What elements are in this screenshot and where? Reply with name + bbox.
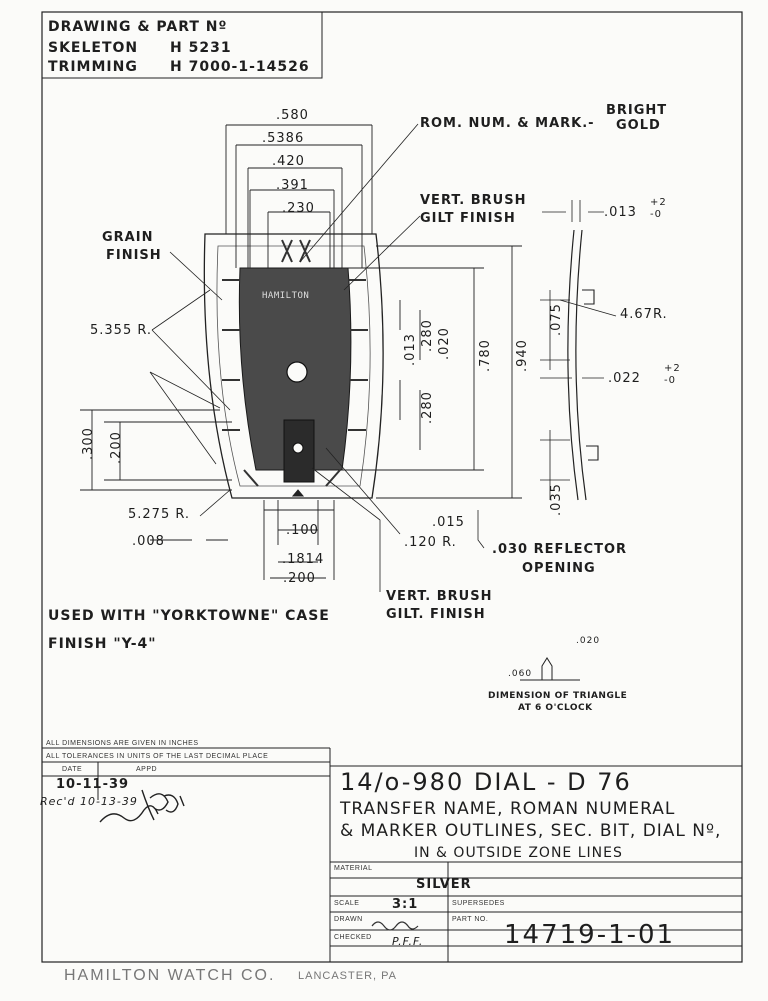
date-label: DATE — [62, 766, 83, 773]
dim-420: .420 — [272, 154, 305, 169]
company-city: LANCASTER, PA — [298, 970, 397, 982]
dim-075: .075 — [549, 303, 564, 336]
radius-5275: 5.275 R. — [128, 507, 191, 522]
dim-020-vert: .020 — [437, 327, 452, 360]
tol-minus-0b: -0 — [664, 375, 676, 386]
trimming-value: H 7000-1-14526 — [170, 59, 310, 75]
material-label: MATERIAL — [334, 865, 373, 872]
description-line-1: TRANSFER NAME, ROMAN NUMERAL — [340, 799, 676, 819]
triangle-note-1: DIMENSION OF TRIANGLE — [488, 691, 628, 701]
triangle-dim-060: .060 — [508, 669, 533, 679]
dim-780: .780 — [478, 339, 493, 372]
company-name: HAMILTON WATCH CO. — [64, 967, 276, 984]
radius-120: .120 R. — [404, 535, 457, 550]
vert-brush-1b: GILT FINISH — [420, 211, 516, 226]
skeleton-value: H 5231 — [170, 40, 232, 56]
material-value: SILVER — [416, 877, 472, 892]
drawn-label: DRAWN — [334, 916, 363, 923]
dim-230: .230 — [282, 201, 315, 216]
triangle-dim-020: .020 — [576, 636, 601, 646]
vert-brush-2a: VERT. BRUSH — [386, 589, 493, 604]
scale-value: 3:1 — [392, 897, 419, 912]
all-tol-note: ALL TOLERANCES IN UNITS OF THE LAST DECIMAL PLACE — [46, 753, 269, 760]
dim-100: .100 — [286, 523, 319, 538]
description-line-2: & MARKER OUTLINES, SEC. BIT, DIAL Nº, — [340, 821, 722, 841]
dim-013-profile: .013 — [604, 205, 637, 220]
tol-minus-0a: -0 — [650, 209, 662, 220]
finish-note: FINISH "Y-4" — [48, 636, 157, 652]
date-value: 10-11-39 — [56, 777, 130, 792]
dim-013-vert: .013 — [403, 333, 418, 366]
dim-015: .015 — [432, 515, 465, 530]
header-title: DRAWING & PART Nº — [48, 19, 228, 35]
dim-008: .008 — [132, 534, 165, 549]
dim-035: .035 — [549, 483, 564, 516]
dim-280-lower: .280 — [420, 391, 435, 424]
reflector-label-2: OPENING — [522, 561, 596, 576]
dim-940: .940 — [515, 339, 530, 372]
supersedes-label: SUPERSEDES — [452, 900, 505, 907]
all-dims-note: ALL DIMENSIONS ARE GIVEN IN INCHES — [46, 740, 199, 747]
dim-200-horiz: .200 — [283, 571, 316, 586]
scale-label: SCALE — [334, 900, 360, 907]
dim-5386: .5386 — [262, 131, 305, 146]
radius-5355: 5.355 R. — [90, 323, 153, 338]
dim-022: .022 — [608, 371, 641, 386]
part-number: 14719-1-01 — [504, 920, 676, 950]
part-title: 14/o-980 DIAL - D 76 — [340, 768, 632, 796]
trimming-label: TRIMMING — [48, 59, 138, 75]
dim-391: .391 — [276, 178, 309, 193]
skeleton-label: SKELETON — [48, 40, 139, 56]
radius-467: 4.67R. — [620, 307, 668, 322]
gold-label: GOLD — [616, 118, 661, 133]
vert-brush-1a: VERT. BRUSH — [420, 193, 527, 208]
dim-1814: .1814 — [282, 552, 325, 567]
rom-num-callout: ROM. NUM. & MARK.- — [420, 116, 595, 131]
triangle-note-2: AT 6 O'CLOCK — [518, 703, 593, 713]
dim-300: .300 — [81, 427, 96, 460]
grain-label-1: GRAIN — [102, 230, 154, 245]
tol-plus-2b: +2 — [664, 363, 681, 374]
dial-name: HAMILTON — [262, 291, 310, 301]
description-line-3: IN & OUTSIDE ZONE LINES — [414, 845, 623, 861]
used-with-note: USED WITH "YORKTOWNE" CASE — [48, 608, 330, 624]
vert-brush-2b: GILT. FINISH — [386, 607, 486, 622]
appd-label: APPD — [136, 766, 158, 773]
bright-label: BRIGHT — [606, 103, 668, 118]
dim-580: .580 — [276, 108, 309, 123]
dim-200-vert: .200 — [109, 431, 124, 464]
reflector-label-1: .030 REFLECTOR — [492, 542, 628, 557]
dim-280-upper: .280 — [420, 319, 435, 352]
received-note: Rec'd 10-13-39 — [40, 795, 138, 808]
checked-value: P.F.F. — [392, 935, 424, 948]
part-no-label: PART NO. — [452, 916, 489, 923]
grain-label-2: FINISH — [106, 248, 162, 263]
tol-plus-2a: +2 — [650, 197, 667, 208]
checked-label: CHECKED — [334, 934, 372, 941]
